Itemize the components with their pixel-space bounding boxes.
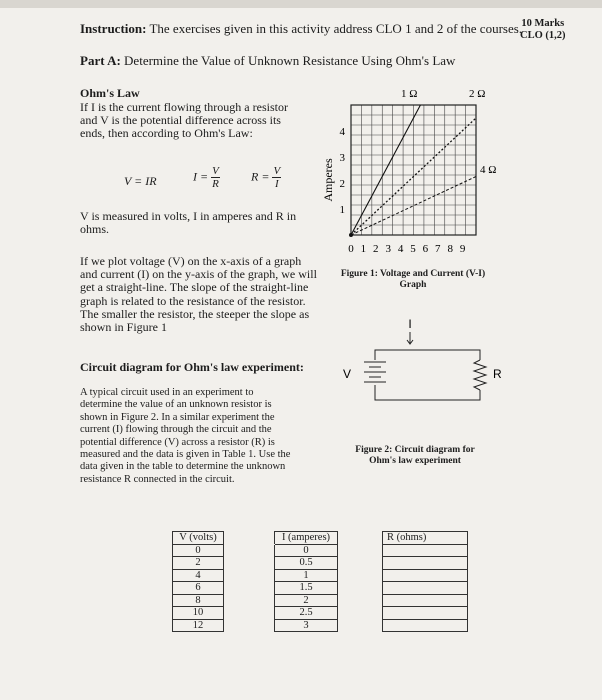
series-label: 1 Ω [401, 88, 418, 100]
cell-resistance [383, 594, 468, 607]
table-row [173, 582, 468, 595]
text-line: The smaller the resistor, the steeper the slope as [80, 306, 310, 321]
cell-resistance [383, 569, 468, 582]
formula-i-left: I = [193, 169, 209, 184]
table-gap [338, 532, 383, 545]
x-tick-label: 8 [447, 243, 453, 255]
cell-voltage: 2 [173, 557, 224, 570]
x-tick-label: 2 [373, 243, 379, 255]
text-line: graph is related to the resistance of the resistor. [80, 293, 306, 308]
graph-series [349, 88, 496, 237]
cell-voltage: 4 [173, 569, 224, 582]
resistor-label: R [493, 367, 502, 381]
table-gap [338, 607, 383, 620]
table-row [173, 619, 468, 632]
cell-current: 1.5 [275, 582, 338, 595]
table-gap [224, 544, 275, 557]
numerator: V [212, 165, 219, 177]
table-gap [338, 619, 383, 632]
part-a-text: Determine the Value of Unknown Resistance Using Ohm's Law [120, 53, 456, 68]
table-row [173, 569, 468, 582]
formula-r-left: R = [251, 169, 270, 184]
table-gap [224, 607, 275, 620]
table-gap [338, 594, 383, 607]
y-axis-label: Amperes [321, 158, 335, 202]
text-line: and V is the potential difference across its [80, 113, 281, 128]
table-gap [338, 569, 383, 582]
text-line: resistance R connected in the circuit. [80, 473, 235, 485]
text-line: shown in Figure 2. In a similar experiment the [80, 411, 275, 423]
caption-line: Figure 1: Voltage and Current (V-I) [340, 269, 486, 279]
x-tick-label: 3 [385, 243, 391, 255]
table-gap [224, 582, 275, 595]
cell-resistance [383, 582, 468, 595]
text-line: A typical circuit used in an experiment to [80, 387, 254, 398]
series-label: 4 Ω [480, 164, 497, 176]
header-current: I (amperes) [275, 532, 338, 545]
part-a-heading [80, 53, 455, 69]
text-line: If we plot voltage (V) on the x-axis of a graph [80, 254, 302, 268]
vi-graph [318, 80, 518, 260]
text-line: and current (I) on the y-axis of the graph, we will [80, 267, 317, 282]
cell-current: 1 [275, 569, 338, 582]
cell-voltage: 12 [173, 619, 224, 632]
series-label: 2 Ω [469, 88, 486, 100]
x-tick-label: 6 [422, 243, 429, 255]
text-line: shown in Figure 1 [80, 320, 167, 335]
table-header-row [173, 532, 468, 545]
y-tick-label: 4 [339, 126, 345, 138]
caption-line: Figure 2: Circuit diagram for [355, 445, 475, 455]
denominator: R [212, 178, 219, 190]
cell-voltage: 10 [173, 607, 224, 620]
y-tick-label: 3 [339, 152, 345, 164]
bottom-wire [375, 385, 480, 400]
text-line: data given in the table to determine the unknown [80, 461, 286, 473]
cell-voltage: 0 [173, 544, 224, 557]
text-line: ends, then according to Ohm's Law: [80, 126, 253, 141]
cell-resistance [383, 557, 468, 570]
cell-voltage: 6 [173, 582, 224, 595]
table-gap [338, 557, 383, 570]
header-resistance: R (ohms) [383, 532, 468, 545]
table-row [173, 557, 468, 570]
figure-2-caption [345, 445, 485, 467]
text-line: current (I) flowing through the circuit and the [80, 424, 272, 436]
x-tick-label: 9 [459, 243, 466, 255]
table-gap [338, 582, 383, 595]
table-gap [224, 569, 275, 582]
x-tick-label: 7 [435, 243, 441, 255]
current-arrow-icon [407, 332, 413, 344]
origin-dot [349, 233, 353, 237]
header-voltage: V (volts) [173, 532, 224, 545]
fraction-v-over-r [211, 165, 220, 190]
circuit-diagram [330, 310, 510, 420]
table-gap [224, 532, 275, 545]
denominator: I [274, 178, 279, 190]
x-tick-label: 1 [360, 243, 367, 255]
plot-description [80, 255, 330, 334]
marks-text: 10 Marks [521, 18, 565, 29]
formula-v-ir: V = IR [124, 174, 157, 188]
table-row [173, 594, 468, 607]
current-label: I [408, 317, 412, 331]
formula-r [251, 165, 281, 190]
numerator: V [273, 165, 281, 177]
cell-resistance [383, 544, 468, 557]
table-gap [224, 557, 275, 570]
text-line: determine the value of an unknown resistor is [80, 399, 272, 411]
y-tick-label: 2 [339, 178, 345, 190]
battery-icon [364, 362, 386, 382]
circuit-heading: Circuit diagram for Ohm's law experiment: [80, 360, 304, 374]
figure-1-caption [328, 269, 498, 291]
y-tick-label: 1 [339, 204, 345, 216]
text-line: measured and the data is given in Table 1. Use the [80, 449, 291, 461]
circuit-description [80, 387, 330, 486]
voltage-label: V [343, 367, 352, 381]
cell-resistance [383, 619, 468, 632]
ohms-law-heading: Ohm's Law [80, 86, 140, 100]
text-line: If I is the current flowing through a resistor [80, 100, 288, 114]
table-gap [224, 594, 275, 607]
table-v-i [172, 531, 468, 632]
instruction-text: The exercises given in this activity address CLO 1 and 2 of the courses. [146, 21, 523, 36]
text-line: ohms. [80, 222, 110, 237]
formula-i [193, 165, 220, 190]
cell-voltage: 8 [173, 594, 224, 607]
cell-current: 0 [275, 544, 338, 557]
instruction-line [80, 21, 522, 37]
cell-current: 2.5 [275, 607, 338, 620]
text-line: get a straight-line. The slope of the straight-line [80, 280, 309, 295]
cell-current: 3 [275, 619, 338, 632]
x-tick-label: 0 [348, 243, 354, 255]
caption-line: Graph [399, 280, 427, 290]
clo-text: CLO (1,2) [520, 30, 566, 41]
top-strip [0, 0, 602, 8]
cell-current: 0.5 [275, 557, 338, 570]
top-wire [375, 350, 480, 360]
text-line: potential difference (V) across a resistor (R) is [80, 436, 275, 448]
graph-grid [351, 105, 476, 235]
table-row [173, 607, 468, 620]
caption-line: Ohm's law experiment [369, 456, 461, 466]
table-gap [224, 619, 275, 632]
marks-box [520, 18, 566, 42]
units-text [80, 210, 320, 236]
text-line: V is measured in volts, I in amperes and R in [80, 209, 297, 223]
fraction-v-over-i [272, 165, 281, 190]
part-a-label: Part A: [80, 53, 121, 68]
cell-current: 2 [275, 594, 338, 607]
cell-resistance [383, 607, 468, 620]
instruction-label: Instruction: [80, 21, 147, 36]
table-gap [338, 544, 383, 557]
resistor-icon [474, 360, 486, 390]
table-row [173, 544, 468, 557]
ohms-intro [80, 101, 315, 141]
x-tick-label: 5 [410, 243, 416, 255]
x-tick-label: 4 [397, 243, 404, 255]
